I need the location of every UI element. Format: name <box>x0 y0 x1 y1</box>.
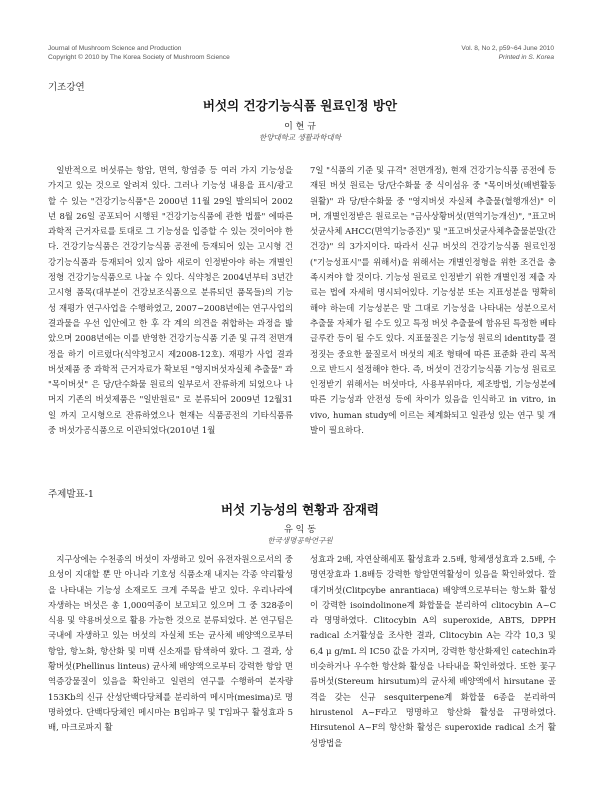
journal-name: Journal of Mushroom Science and Production <box>48 45 182 52</box>
article2-left-text: 지구상에는 수천종의 버섯이 자생하고 있어 유전자원으로서의 중요성이 지대할 뿐 만 아니라 기호성 식품소재 내지는 각종 약리활성을 나타내는 기능성 소재로도 크게 주목을 받고 있다. 우리나라에 자생하는 버섯은 총 1,000여종이 보고되고 있으며 그 중 328종이 식용 및 약용버섯으로 활용 가능한 것으로 분류되었다. 본 연구팀은 국내에 자생하고 있는 버섯의 자실체 또는 균사체 배양액으로부터 항암, 항노화, 항산화 및 미백 신소재를 탐색하여 왔다. 그 결과, 상황버섯(Phellinus linteus) 균사체 배양액으로부터 강력한 항암 면역증강물질이 있음을 확인하고 일련의 연구를 수행하여 분자량 153Kb의 신규 산성단백다당체를 분리하여 메시마(mesima)로 명명하였다. 단백다당체인 메시마는 B임파구 및 T임파구 활성효과 5배, 마크로파지 활 <box>48 554 293 733</box>
volume-header <box>461 44 554 62</box>
section-label-topic: 주제발표-1 <box>48 489 94 500</box>
article1-column-right <box>310 163 556 463</box>
article1-column-left <box>48 163 293 463</box>
article2-right-text: 성효과 2배, 자연살해세포 활성효과 2.5배, 항체생성효과 2.5배, 수명연장효과 1.8배등 강력한 항암면역활성이 있음을 확인하였다. 깔대기버섯(Clitpcybe anrantiaca) 배양액으로부터는 항노화 활성이 강력한 isoindolinone계 화합물을 분리하여 clitocybin A~C라 명명하였다. Clitocybin A의 superoxide, ABTS, DPPH radical 소거활성을 조사한 결과, Clitocybin A는 각각 10,3 및 6,4 μ g/mL 의 IC50 값을 가지며, 강력한 항산화제인 catechin과 비슷하거나 우수한 항산화 활성을 나타내을 확인하였다. 또한 꽃구름버섯(Stereum hirsutum)의 균사체 배양액에서 hirsutane 골격을 갖는 신규 sesquiterpene계 화합물 6종을 분리하여 hirustenol A~F라고 명명하고 항산화 활성을 규명하였다. Hirsutenol A~F의 항산화 활성은 superoxide radical 소거 활성방법을 <box>310 554 556 748</box>
article1-left-text: 일반적으로 버섯류는 항암, 면역, 항염증 등 여러 가지 기능성을 가지고 있는 것으로 알려져 있다. 그러나 기능성 내용을 표시/광고할 수 있는 "건강기능식품"은 2000년 11월 29일 발의되어 2002년 8월 26일 공포되어 시행된 "건강기능식품에 관한 법률" 에따른 과학적 근거자료를 토대로 그 기능성을 입증할 수 있는 것이어야 한다. 건강기능식품은 건강기능식품 공전에 등재되어 있는 고시형 건강기능식품과 등재되어 있지 않아 새로이 인정받아야 하는 개별인정형 건강기능식품으로 나눌 수 있다. 식약청은 2004년부터 3년간 고시형 품목(대부분이 건강보조식품으로 분류되던 품목들)의 기능성 재평가 연구사업을 수행하였고, 2007~2008년에는 연구사업의 결과물을 우선 입안에고 한 후 각 계의 의견을 취합하는 과정을 밟았으며 2008년에는 이를 반영한 건강기능식품 기준 및 규격 전면개정을 하기 이르렀다(식약청고시 제2008-12호). 재평가 사업 결과 버섯제품 중 과학적 근거자료가 확보된 "영지버섯자실체 추출물" 과 "목이버섯" 은 당/단수화물 원료의 일부로서 잔류하게 되었으나 나머지 기존의 버섯제품은 "일반원료" 로 분류되어 2009년 12월31일 까지 고시형으로 잔류하였으나 현재는 식품공전의 기타식품류 중 버섯가공식품으로 이관되었다(2010년 1월 <box>48 165 293 436</box>
section-label-keynote: 기조강연 <box>48 82 85 93</box>
article2-author: 유 익 동 <box>284 525 316 535</box>
volume-info: Vol. 8, No 2, p59~64 June 2010 <box>461 45 554 52</box>
article2-affiliation: 한국생명공학연구원 <box>267 536 333 545</box>
printed-in: Printed in S. Korea <box>498 54 554 61</box>
article1-title: 버섯의 건강기능식품 원료인정 방안 <box>202 98 398 113</box>
article2-title: 버섯 기능성의 현황과 잠재력 <box>221 502 379 517</box>
article2-column-left <box>48 552 293 798</box>
copyright-line: Copyright © 2010 by The Korea Society of Mushroom Science <box>48 54 230 61</box>
journal-header <box>48 44 230 62</box>
article1-author: 이 현 규 <box>284 122 316 132</box>
article2-column-right <box>310 552 556 798</box>
article1-right-text: 7일 "식품의 기준 및 규격" 전면개정), 현재 건강기능식품 공전에 등재된 버섯 원료는 당/단수화물 중 식이섬유 중 "목이버섯(배변활동 원활)" 과 당/탄수화물 중 "영지버섯 자실체 추출물(혈행개선)" 이며, 개별인정받은 원료로는 "금사상황버섯(면역기능개선)", "표고버섯균사체 AHCC(면역기능증진)" 및 "표고버섯균사체추출물분말(간 건강)" 의 3가지이다. 따라서 신규 버섯의 건강기능식품 원료인정("기능성표시"를 위해서)을 위해서는 개별인정형을 위한 조건을 충족시켜야 할 것이다. 기능성 원료로 인정받기 위한 개별인정 제출 자료는 법에 자세히 명시되어있다. 기능성분 또는 지표성분을 명확히 해야 하는데 기능성분은 말 그대로 기능성을 나타내는 성분으로서 추출물 자체가 될 수도 있고 특정 버섯 추출물에 함유된 특정한 베타글루칸 등이 될 수도 있다. 지표물질은 기능성 원료의 identity를 결정짓는 중요한 물질로서 버섯의 제조 형태에 따른 표준화 관리 목적으로 반드시 설정해야 한다. 즉, 버섯이 건강기능식품 기능성 원료로 인정받기 위해서는 버섯마다, 사용부위마다, 제조방법, 기능성분에 따른 기능성과 안전성 등에 차이가 있음을 인식하고 in vitro, in vivo, human study에 이르는 체계화되고 일관성 있는 연구 및 개발이 필요하다. <box>310 165 556 436</box>
article1-affiliation: 한양대학교 생활과학대학 <box>258 133 342 142</box>
